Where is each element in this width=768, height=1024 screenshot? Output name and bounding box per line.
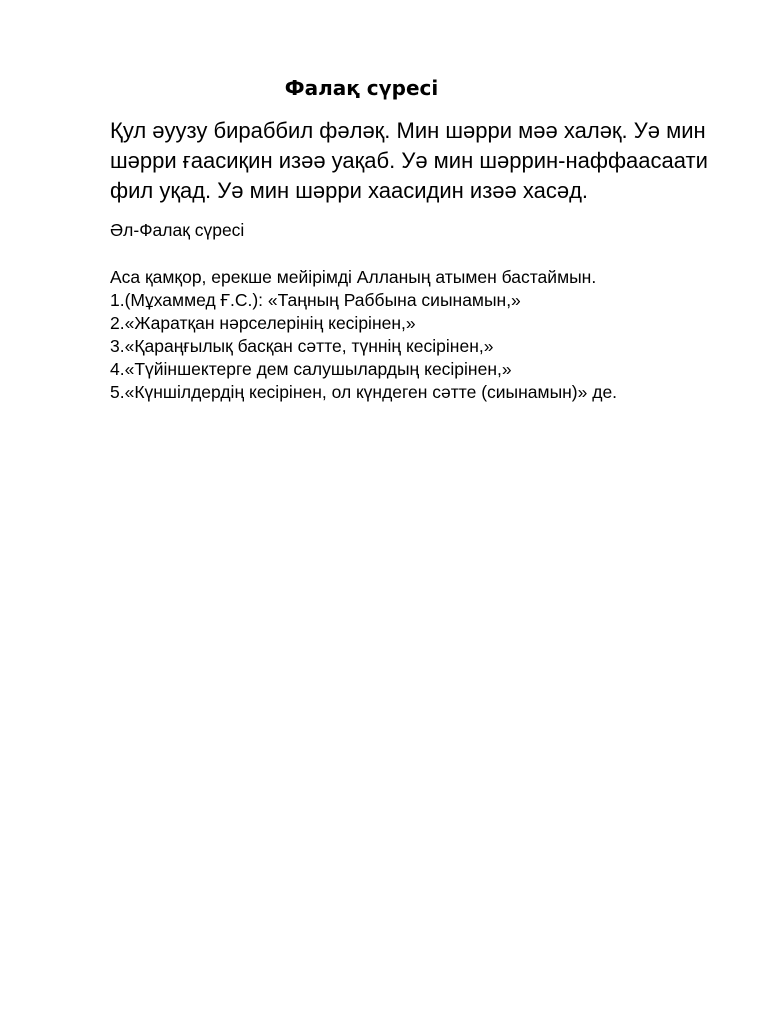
translation-block [110,266,728,404]
intro-line: Аса қамқор, ерекше мейірімді Алланың атымен бастаймын. [110,267,597,287]
verse-line-3: 3.«Қараңғылық басқан сәтте, түннің кесірінен,» [110,336,494,356]
page-title: Фалақ сүресі [284,76,439,100]
transliteration-paragraph: Қул әуузу бираббил фәләқ. Мин шәрри мәә халәқ. Уә мин шәрри ғаасиқин изәә уақаб. Уә мин шәррин-наффаасаати фил уқад. Уә мин шәрри хаасидин изәә хасәд. [110,118,708,203]
verse-line-1: 1.(Мұхаммед Ғ.С.): «Таңның Раббына сиынамын,» [110,290,521,310]
verse-line-4: 4.«Түйіншектерге дем салушылардың кесірінен,» [110,359,512,379]
verse-line-5: 5.«Күншілдердің кесірінен, ол күндеген сәтте (сиынамын)» де. [110,382,618,402]
verse-line-2: 2.«Жаратқан нәрселерінің кесірінен,» [110,313,416,333]
section-subtitle: Әл-Фалақ сүресі [110,220,245,240]
